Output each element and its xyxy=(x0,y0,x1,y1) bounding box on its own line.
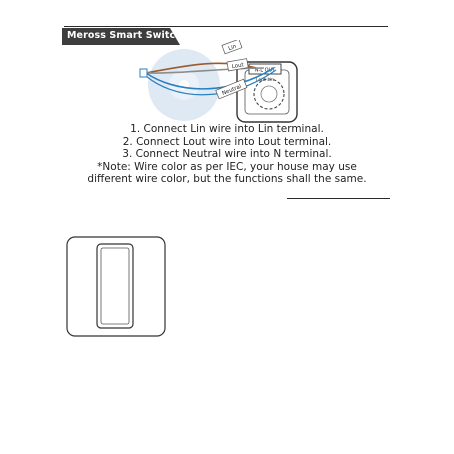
wire-end-connector xyxy=(140,69,147,77)
top-divider xyxy=(64,26,388,27)
banner-title: Meross Smart Switch xyxy=(67,30,183,41)
instruction-step-2: 2. Connect Lout wire into Lout terminal. xyxy=(122,135,332,148)
module-body-icon xyxy=(254,79,284,109)
note-line-2: different wire color, but the functions shall the same. xyxy=(87,173,367,185)
wiring-instructions xyxy=(60,123,394,186)
switch-plate-illustration xyxy=(66,236,166,337)
note-line-1: *Note: Wire color as per IEC, your house may use xyxy=(97,160,357,173)
terminal-label-inner: Lout Lin xyxy=(255,78,275,83)
instruction-step-1: 1. Connect Lin wire into Lin terminal. xyxy=(130,123,324,135)
terminal-label-top: N-L OUT xyxy=(254,67,276,74)
bottom-divider xyxy=(287,198,390,199)
instruction-step-3: 3. Connect Neutral wire into N terminal. xyxy=(122,148,332,160)
wiring-diagram xyxy=(124,40,310,124)
wire-label-lin: Lin xyxy=(227,43,238,53)
wire-label-lout: Lout xyxy=(231,62,245,71)
wire-label-neutral: Neutral xyxy=(221,83,243,97)
